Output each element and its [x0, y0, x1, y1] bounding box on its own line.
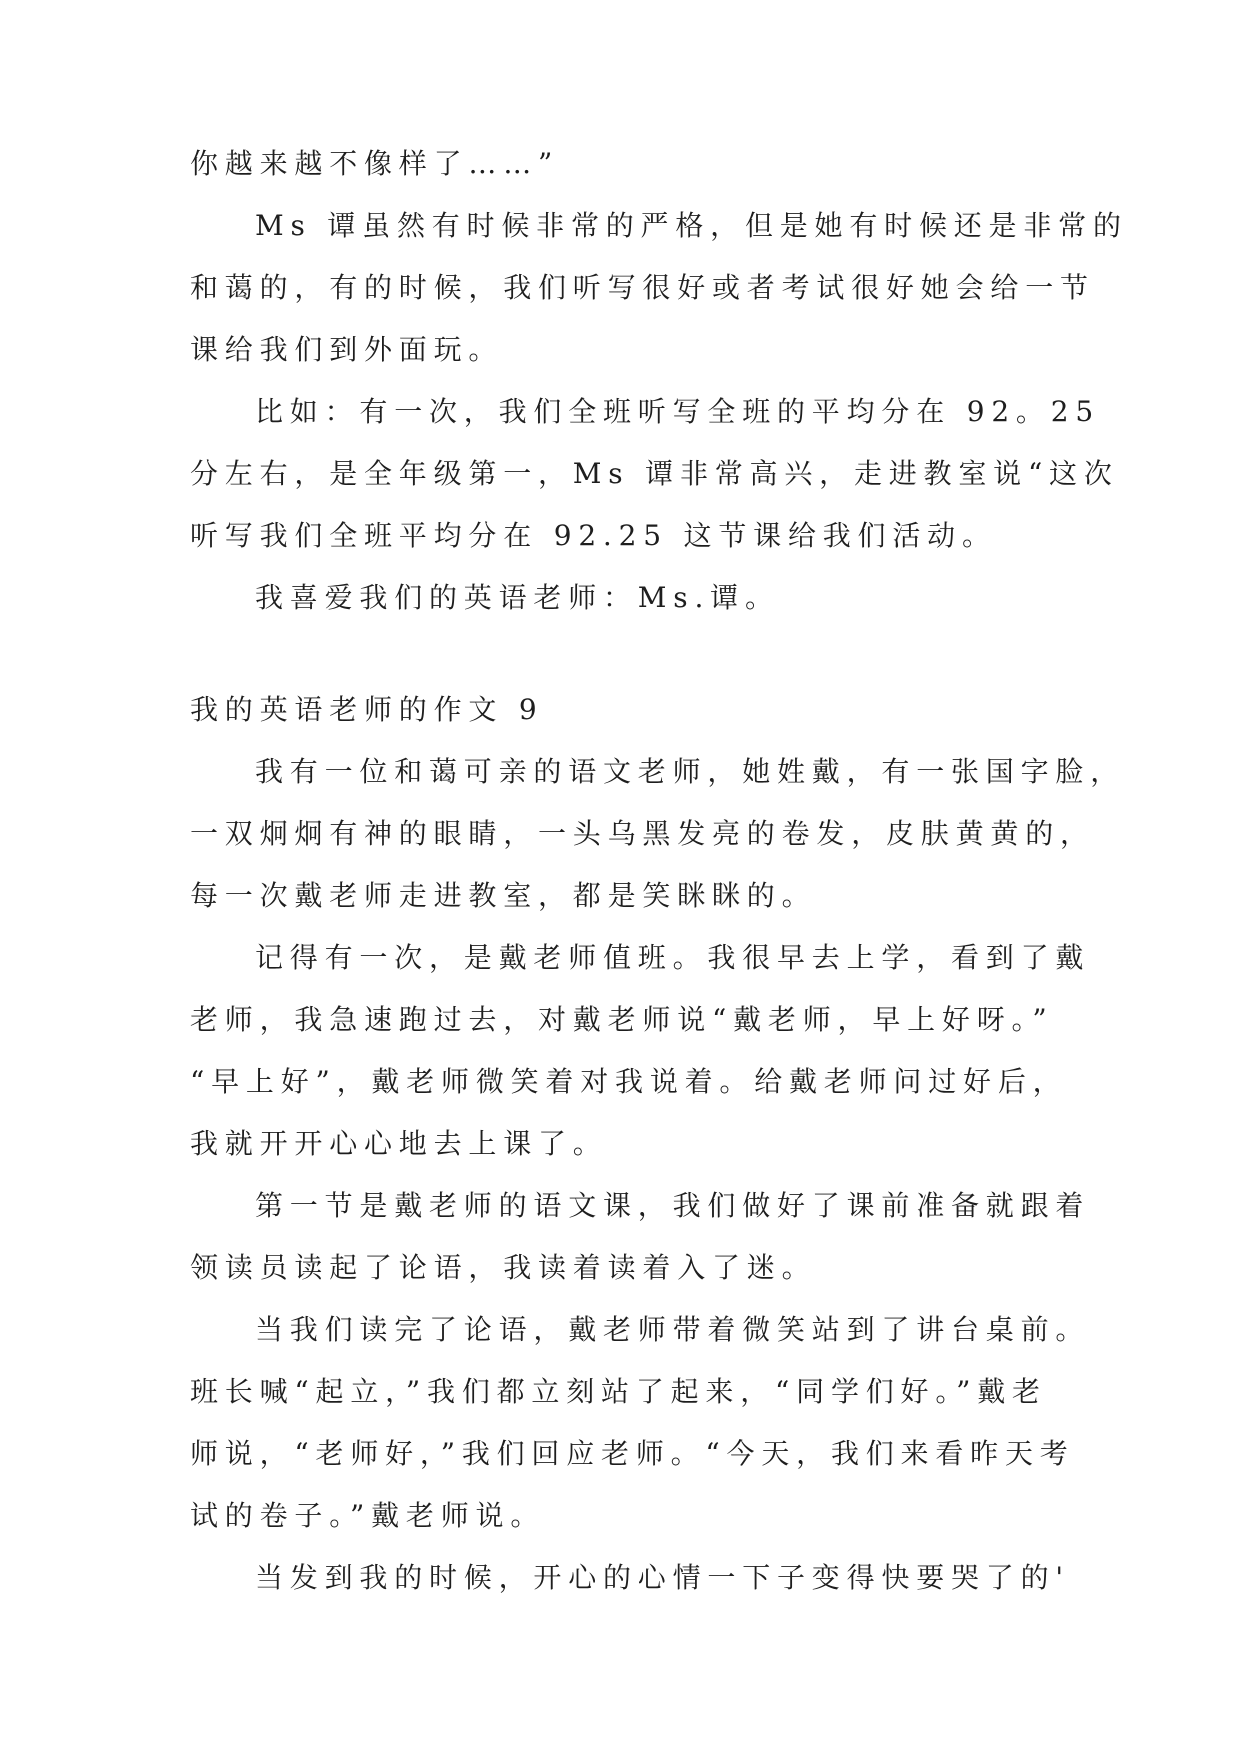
paragraph-line: 第一节是戴老师的语文课，我们做好了课前准备就跟着 — [255, 1189, 1091, 1222]
paragraph-line: 一双炯炯有神的眼睛，一头乌黑发亮的卷发，皮肤黄黄的， — [190, 817, 1095, 850]
paragraph-line: 听写我们全班平均分在 92.25 这节课给我们活动。 — [190, 519, 997, 552]
paragraph-line: 当发到我的时候，开心的心情一下子变得快要哭了的' — [255, 1561, 1070, 1594]
paragraph-line: 课给我们到外面玩。 — [190, 333, 504, 366]
paragraph-line: 试的卷子。”戴老师说。 — [190, 1499, 546, 1532]
section-heading: 我的英语老师的作文 9 — [190, 693, 544, 726]
paragraph-line: “早上好”，戴老师微笑着对我说着。给戴老师问过好后， — [190, 1065, 1068, 1098]
paragraph-line: 分左右，是全年级第一，Ms 谭非常高兴，走进教室说“这次 — [190, 457, 1119, 490]
paragraph-line: 我喜爱我们的英语老师：Ms.谭。 — [255, 581, 780, 614]
paragraph-line: 当我们读完了论语，戴老师带着微笑站到了讲台桌前。 — [255, 1313, 1091, 1346]
paragraph-line: Ms 谭虽然有时候非常的严格，但是她有时候还是非常的 — [255, 209, 1128, 242]
paragraph-line: 你越来越不像样了……” — [190, 147, 560, 180]
paragraph-line: 记得有一次，是戴老师值班。我很早去上学，看到了戴 — [255, 941, 1091, 974]
paragraph-line: 和蔼的，有的时候，我们听写很好或者考试很好她会给一节 — [190, 271, 1095, 304]
paragraph-line: 每一次戴老师走进教室，都是笑眯眯的。 — [190, 879, 817, 912]
paragraph-line: 班长喊“起立，”我们都立刻站了起来，“同学们好。”戴老 — [190, 1375, 1047, 1408]
paragraph-line: 领读员读起了论语，我读着读着入了迷。 — [190, 1251, 817, 1284]
paragraph-line: 我有一位和蔼可亲的语文老师，她姓戴，有一张国字脸， — [255, 755, 1126, 788]
paragraph-line: 师说，“老师好，”我们回应老师。“今天，我们来看昨天考 — [190, 1437, 1075, 1470]
paragraph-line: 比如：有一次，我们全班听写全班的平均分在 92。25 — [255, 395, 1100, 428]
paragraph-line: 我就开开心心地去上课了。 — [190, 1127, 608, 1160]
paragraph-line: 老师，我急速跑过去，对戴老师说“戴老师，早上好呀。” — [190, 1003, 1054, 1036]
